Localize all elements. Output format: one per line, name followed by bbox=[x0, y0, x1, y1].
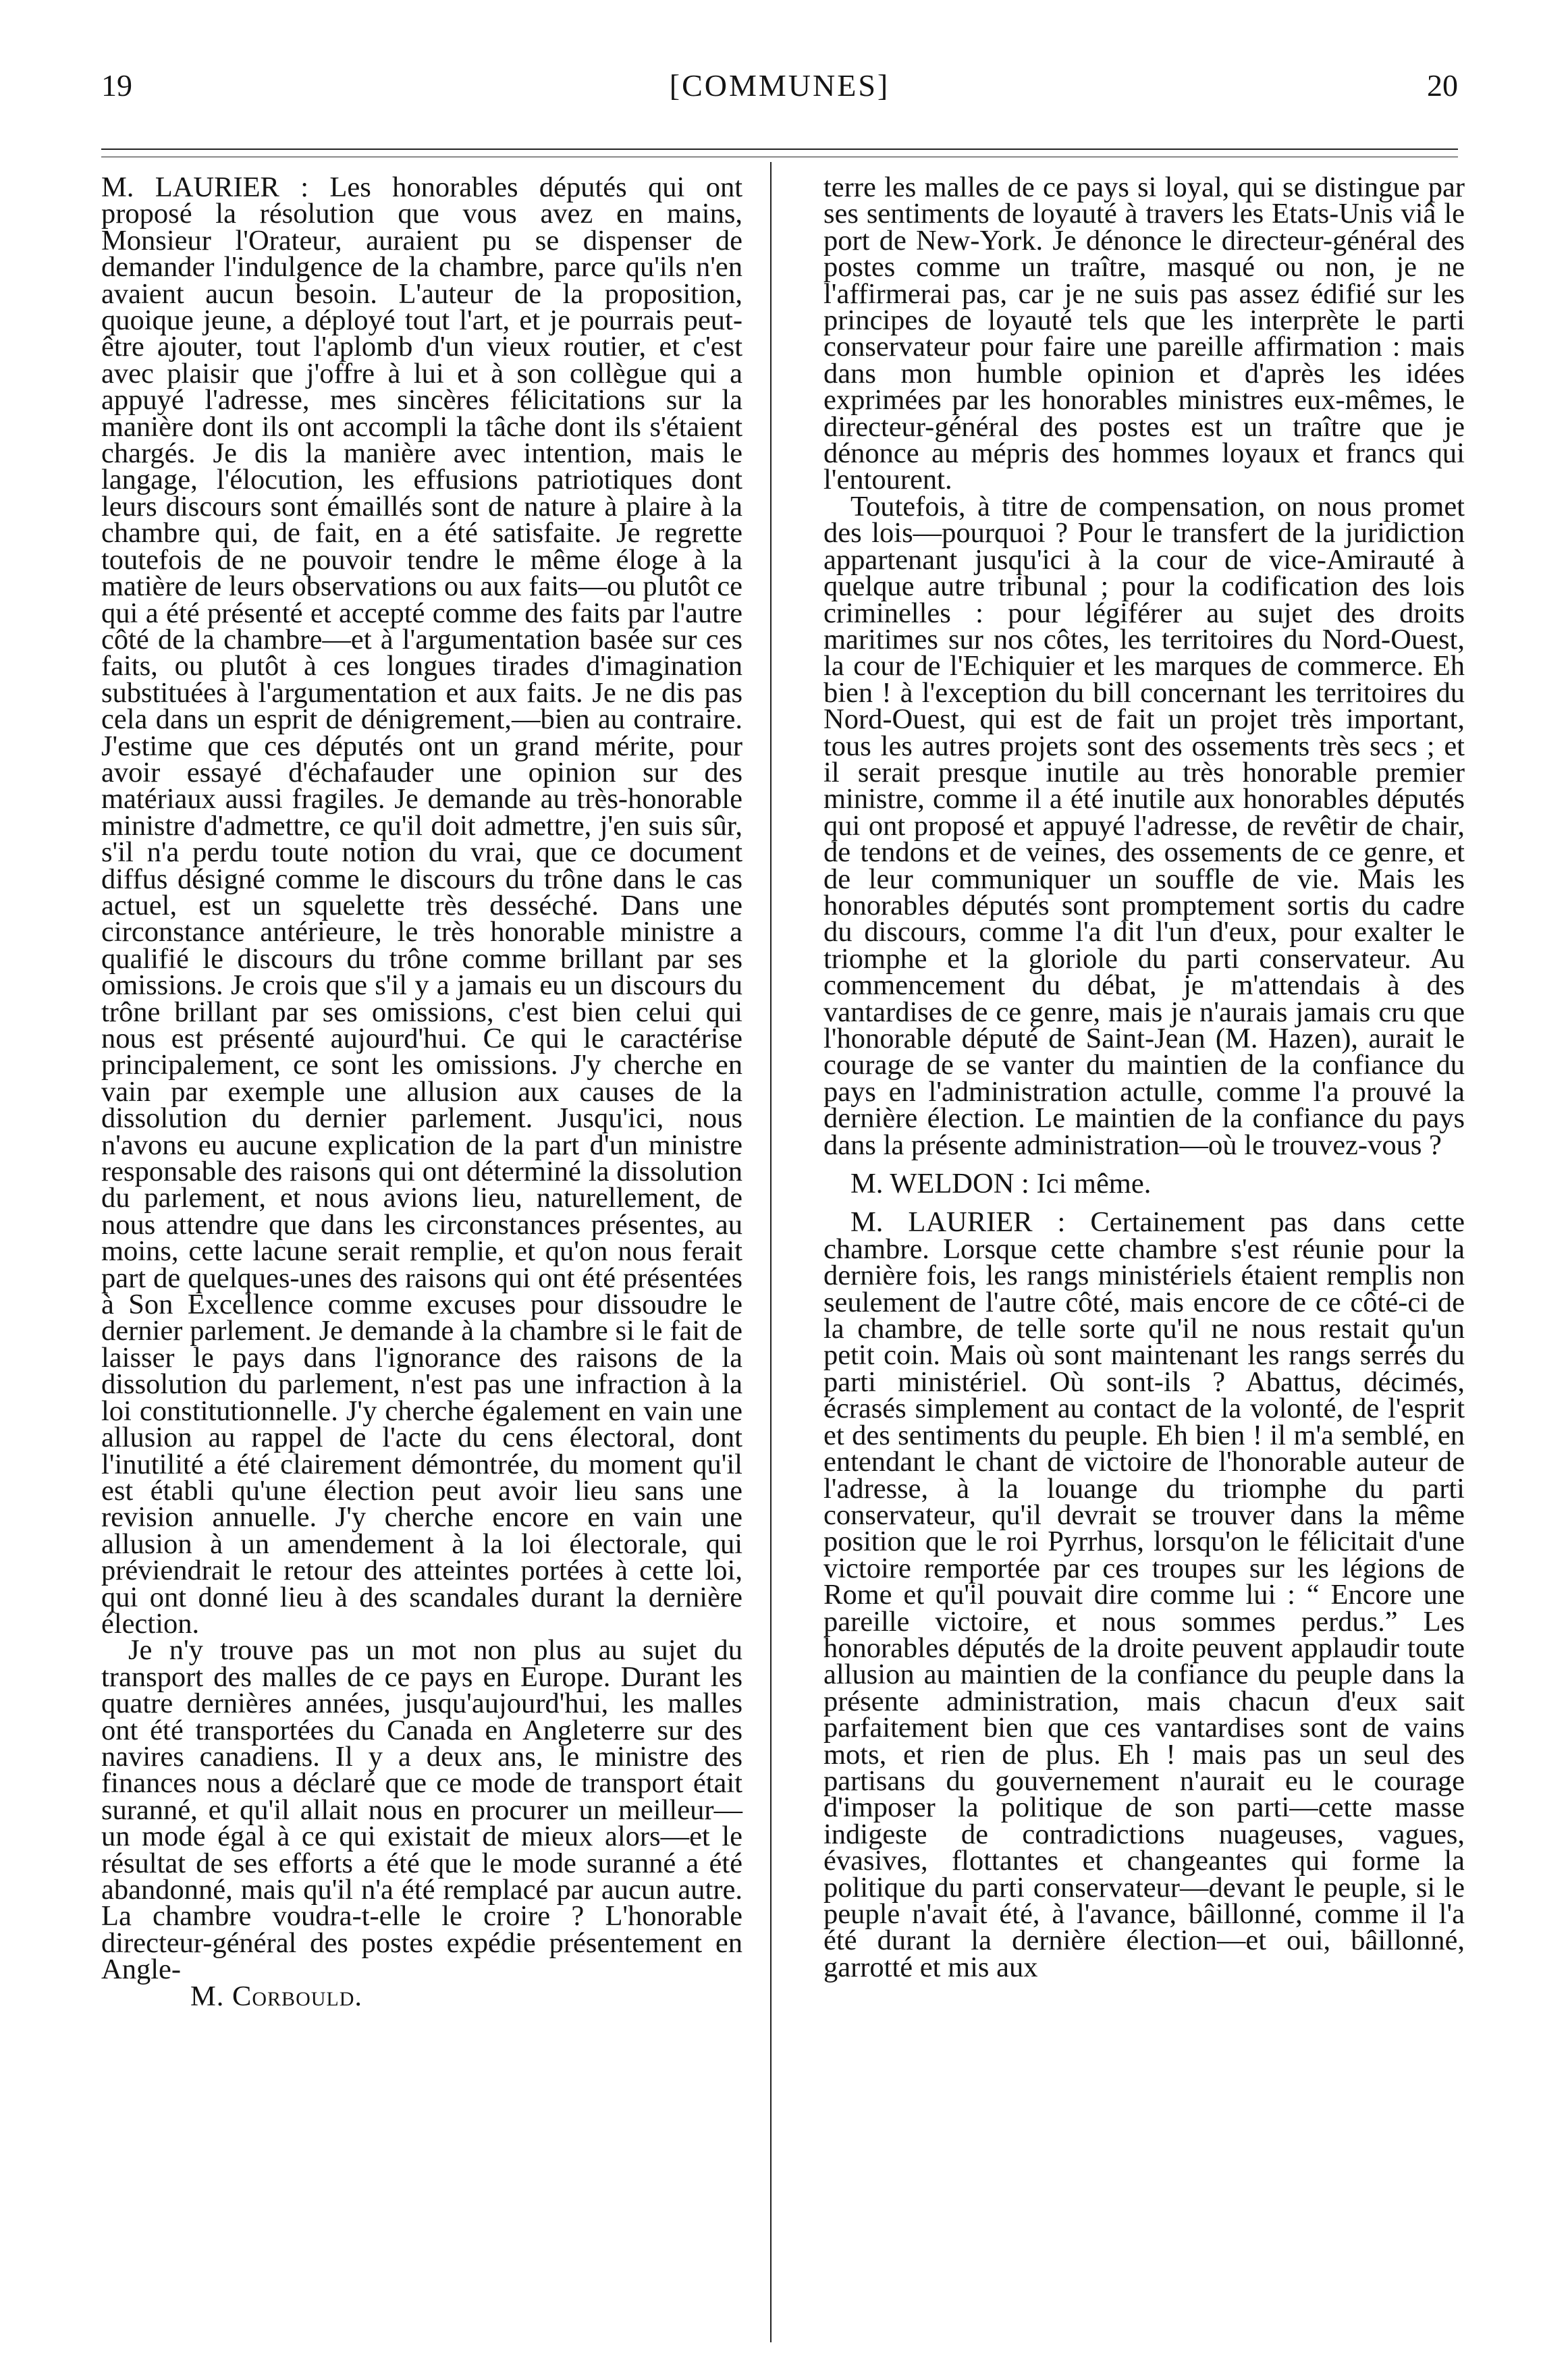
paragraph-laurier-opening: M. LAURIER : Les honorables députés qui ont proposé la résolution que vous avez en mains, Monsieur l'Orateur, auraient pu se dispenser de demander l'indulgence de la chambre, parce qu'ils n'en avaient aucun besoin. L'auteur de la proposition, quoique jeune, a déployé tout l'art, et je pourrais peut-être ajouter, tout l'aplomb d'un vieux routier, et c'est avec plaisir que j'offre à lui et à son collègue qui a appuyé l'adresse, mes sincères félicitations sur la manière dont ils ont accompli la tâche dont ils s'étaient chargés. Je dis la manière avec intention, mais le langage, l'élocution, les effusions patriotiques dont leurs discours sont émaillés sont de nature à plaire à la chambre qui, de fait, en a été satisfaite. Je regrette toutefois de ne pouvoir tendre le même éloge à la matière de leurs observations ou aux faits—ou plutôt ce qui a été présenté et accepté comme des faits par l'autre côté de la chambre—et à l'argumentation basée sur ces faits, ou plutôt à ces longues tirades d'imagination substituées à l'argumentation et aux faits. Je ne dis pas cela dans un esprit de dénigrement,—bien au contraire. J'estime que ces députés ont un grand mérite, pour avoir essayé d'échafauder une opinion sur des matériaux aussi fragiles. Je demande au très-honorable ministre d'admettre, ce qu'il doit admettre, j'en suis sûr, s'il n'a perdu toute notion du vrai, que ce document diffus désigné comme le discours du trône dans le cas actuel, est un squelette très desséché. Dans une circonstance antérieure, le très honorable ministre a qualifié le discours du trône comme brillant par ses omissions. Je crois que s'il y a jamais eu un discours du trône brillant par ses omissions, c'est bien celui qui nous est présenté aujourd'hui. Ce qui le caractérise principalement, ce sont les omissions. J'y cherche en vain par exemple une allusion aux causes de la dissolution du dernier parlement. Jusqu'ici, nous n'avons eu aucune explication de la part d'un ministre responsable des raisons qui ont déterminé la dissolution du parlement, et nous avions lieu, naturellement, de nous attendre que dans les circonstances présentes, au moins, cette lacune serait remplie, et qu'on nous ferait part de quelques-unes des raisons qui ont été présentées à Son Excellence comme excuses pour dissoudre le dernier parlement. Je demande à la chambre si le fait de laisser le pays dans l'ignorance des raisons de la dissolution du parlement, n'est pas une infraction à la loi constitutionnelle. J'y cherche également en vain une allusion au rappel de l'acte du cens électoral, dont l'inutilité a été clairement démontrée, du moment qu'il est établi qu'une élection peut avoir lieu sans une revision annuelle. J'y cherche encore en vain une allusion à un amendement à la loi électorale, qui préviendrait le retour des atteintes portées à cette loi, qui ont donné lieu à des scandales durant la dernière élection. bbox=[101, 171, 742, 1640]
running-title: [COMMUNES] bbox=[669, 68, 890, 103]
paragraph-compensation: Toutefois, à titre de compensation, on nous promet des lois—pourquoi ? Pour le transfert de la juridiction appartenant jusqu'ici à la cour de vice-Amirauté à quelque autre tribunal ; pour la codification des lois criminelles : pour légiférer au sujet des droits maritimes sur nos côtes, les territoires du Nord-Ouest, la cour de l'Echiquier et les marques de commerce. Eh bien ! à l'exception du bill concernant les territoires du Nord-Ouest, qui est de fait un projet très important, tous les autres projets sont des ossements très secs ; et il serait presque inutile au très honorable premier ministre, comme il a été inutile aux honorables députés qui ont proposé et appuyé l'adresse, de revêtir de chair, de tendons et de veines, des ossements de ce genre, et de leur communiquer un souffle de vie. Mais les honorables députés sont promptement sortis du cadre du discours, comme l'a dit l'un d'eux, pour exalter le triomphe et la gloriole du parti conservateur. Au commencement du débat, je m'attendais à des vantardises de ce genre, mais je n'aurais jamais cru que l'honorable député de Saint-Jean (M. Hazen), aurait le courage de se vanter du maintien de la confiance du pays en l'administration actulle, comme l'a prouvé la dernière élection. Le maintien de la confiance du pays dans la présente administration—où le trouvez-vous ? bbox=[823, 490, 1465, 1161]
right-column bbox=[823, 171, 1465, 2334]
speaker-interjection-corbould: M. Corbould. bbox=[190, 1980, 363, 2012]
page-number-left: 19 bbox=[101, 68, 132, 103]
paragraph-laurier-reply: M. LAURIER : Certainement pas dans cette chambre. Lorsque cette chambre s'est réunie pour la dernière fois, les rangs ministériels étaient remplis non seulement de l'autre côté, mais encore de ce côté-ci de la chambre, de telle sorte qu'il ne nous restait qu'un petit coin. Mais où sont maintenant les rangs serrés du parti ministériel. Où sont-ils ? Abattus, décimés, écrasés simplement au contact de la volonté, de l'esprit et des sentiments du peuple. Eh bien ! il m'a semblé, en entendant le chant de victoire de l'honorable auteur de l'adresse, à la louange du triomphe du parti conservateur, qu'il devrait se trouver dans la même position que le roi Pyrrhus, lorsqu'on le félicitait d'une victoire remportée par ces troupes sur les légions de Rome et qu'il pouvait dire comme lui : “ Encore une pareille victoire, et nous sommes perdus.” Les honorables députés de la droite peuvent applaudir toute allusion au maintien de la confiance du peuple dans la présente administration, mais chacun d'eux sait parfaitement bien que ces vantardises sont de vains mots, et rien de plus. Eh ! mais pas un seul des partisans du gouvernement n'aurait eu le courage d'imposer la politique de son parti—cette masse indigeste de contradictions nuageuses, vagues, évasives, flottantes et changeantes qui forme la politique du parti conservateur—devant le peuple, si le peuple n'avait été, à l'avance, bâillonné, comme il l'a été durant la dernière élection—et oui, bâillonné, garrotté et mis aux bbox=[823, 1206, 1465, 1983]
page-number-right: 20 bbox=[1427, 68, 1458, 103]
column-divider bbox=[770, 162, 772, 2342]
paragraph-continuation: terre les malles de ce pays si loyal, qui se distingue par ses sentiments de loyauté à travers les Etats-Unis viâ le port de New-York. Je dénonce le directeur-général des postes comme un traître, masqué ou non, je ne l'affirmerai pas, car je ne suis pas assez édifié sur les principes de loyauté tels que les interprète le parti conservateur pour faire une pareille affirmation : mais dans mon humble opinion et d'après les idées exprimées par les honorables ministres eux-mêmes, le directeur-général des postes est un traître que je dénonce au mépris des hommes loyaux et francs qui l'entourent. bbox=[823, 171, 1465, 496]
page-header bbox=[101, 68, 1458, 115]
header-rule bbox=[101, 149, 1458, 150]
paragraph-mail-transport: Je n'y trouve pas un mot non plus au sujet du transport des malles de ce pays en Europe. Durant les quatre dernières années, jusqu'aujourd'hui, les malles ont été transportées du Canada en Angleterre sur des navires canadiens. Il y a deux ans, le ministre des finances nous a déclaré que ce mode de transport était suranné, et qu'il allait nous en procurer un meilleur—un mode égal à ce qui existait de mieux alors—et le résultat de ses efforts a été que le mode suranné a été abandonné, mais qu'il n'a été remplacé par aucun autre. La chambre voudra-t-elle le croire ? L'honorable directeur-général des postes expédie présentement en Angle- bbox=[101, 1634, 742, 1986]
paragraph-weldon: M. WELDON : Ici même. bbox=[850, 1168, 1152, 1200]
left-column bbox=[101, 171, 742, 2334]
